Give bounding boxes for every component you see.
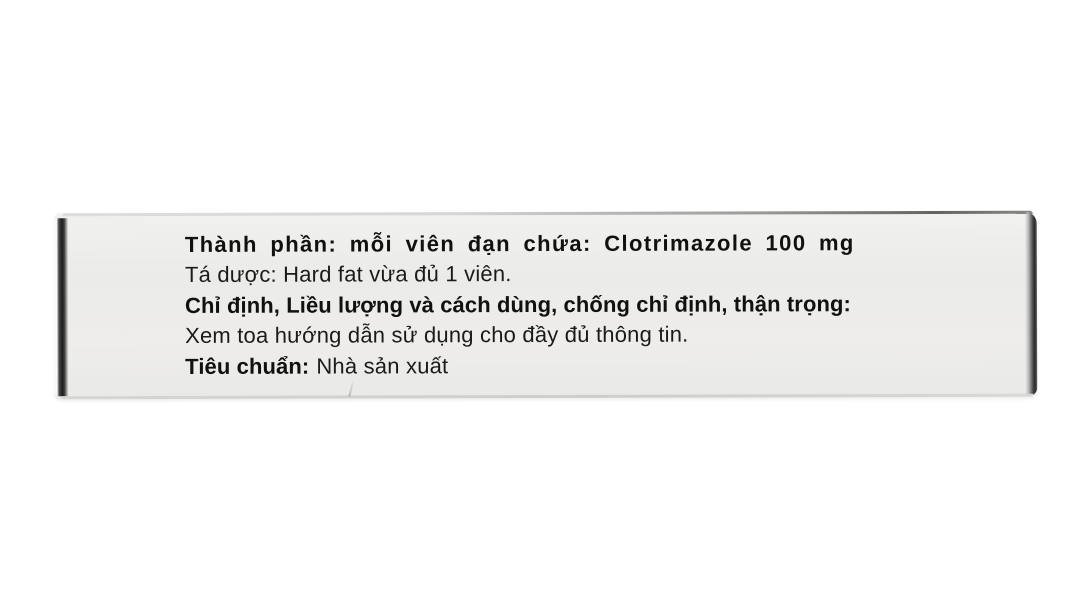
indications-heading-line: Chỉ định, Liều lượng và cách dùng, chống chỉ định, thận trọng: bbox=[184, 290, 851, 318]
box-left-edge bbox=[55, 218, 68, 396]
excipient-line: Tá dược: Hard fat vừa đủ 1 viên. bbox=[184, 261, 512, 288]
standard-label: Tiêu chuẩn: bbox=[185, 353, 310, 379]
label-text-block bbox=[185, 228, 945, 382]
box-bottom-edge bbox=[61, 394, 1033, 400]
box-crease-mark bbox=[348, 381, 354, 397]
box-right-edge bbox=[1025, 212, 1037, 396]
standard-value: Nhà sản xuất bbox=[316, 352, 449, 379]
standard-line bbox=[185, 350, 945, 382]
medicine-box-panel bbox=[55, 211, 1037, 400]
composition-line: Thành phần: mỗi viên đạn chứa: Clotrimazole 100 mg bbox=[184, 230, 855, 257]
box-top-edge bbox=[63, 211, 1033, 217]
instructions-line: Xem toa hướng dẫn sử dụng cho đầy đủ thông tin. bbox=[185, 321, 689, 349]
